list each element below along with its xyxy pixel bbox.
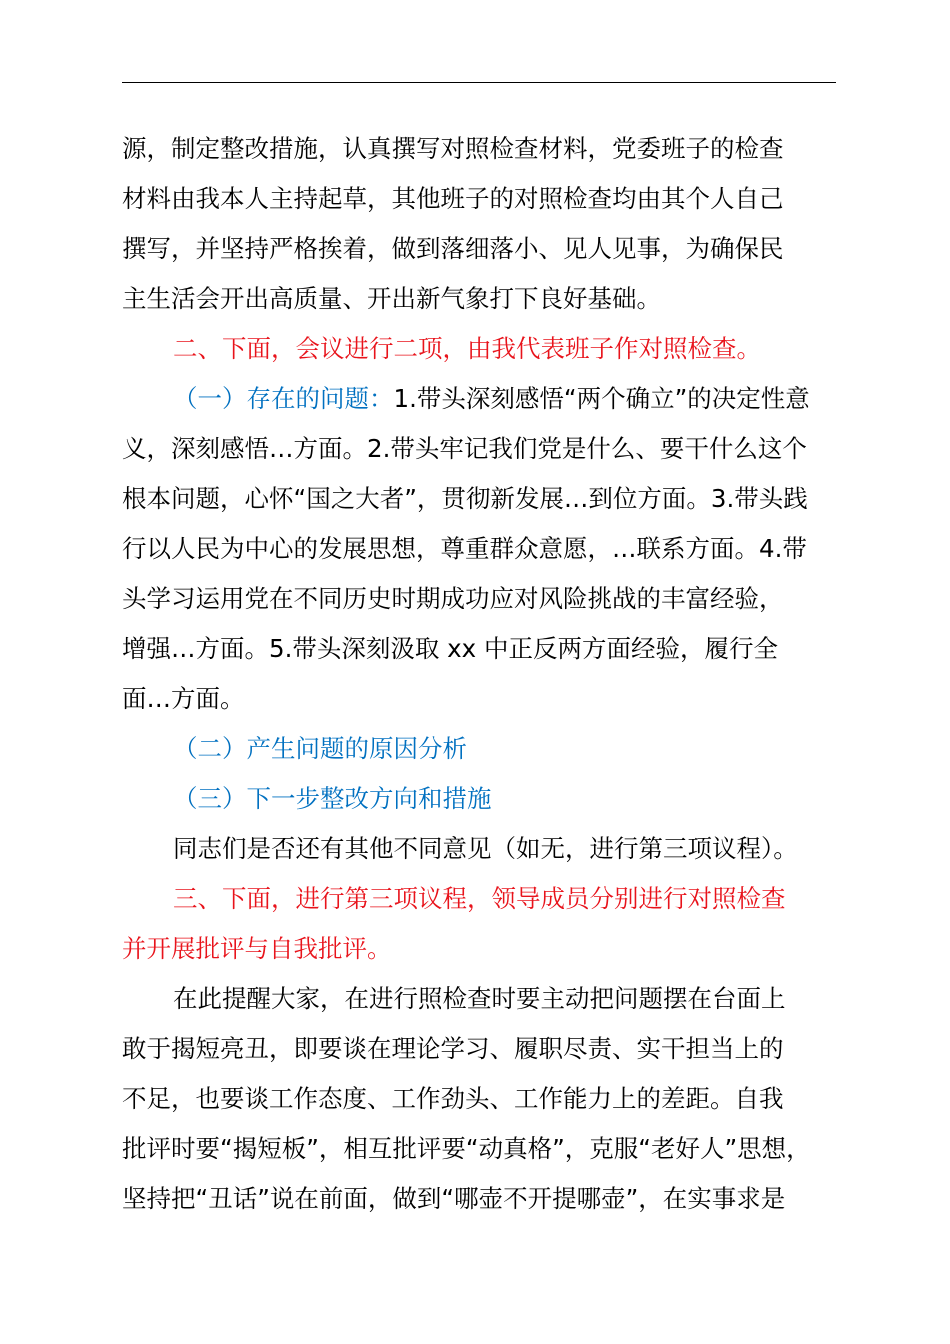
text-line: 主生活会开出高质量、开出新气象打下良好基础。	[122, 284, 661, 313]
text-line	[122, 374, 838, 424]
text-line: 头学习运用党在不同历史时期成功应对风险挑战的丰富经验，	[122, 584, 784, 613]
header-rule	[122, 82, 836, 83]
text-line: 行以人民为中心的发展思想，尊重群众意愿，…联系方面。4.带	[122, 534, 807, 563]
text-line: 坚持把“丑话”说在前面，做到“哪壶不开提哪壶”，在实事求是	[122, 1184, 786, 1213]
document-body	[122, 124, 838, 1224]
heading-item-three	[122, 874, 838, 974]
text-line: 不足，也要谈工作态度、工作劲头、工作能力上的差距。自我	[122, 1084, 784, 1113]
section-heading: 三、下面，进行第三项议程，领导成员分别进行对照检查	[173, 884, 786, 913]
text-line: 面…方面。	[122, 684, 245, 713]
text-line: 撰写，并坚持严格挨着，做到落细落小、见人见事，为确保民	[122, 234, 784, 263]
paragraph-preparation	[122, 124, 838, 324]
paragraph-reminder	[122, 974, 838, 1224]
subheading-existing-problems: （一）存在的问题：	[173, 384, 394, 413]
subheading-cause-analysis: （二）产生问题的原因分析	[173, 734, 467, 763]
text-line: 源，制定整改措施，认真撰写对照检查材料，党委班子的检查	[122, 134, 784, 163]
paragraph-other-opinions: 同志们是否还有其他不同意见（如无，进行第三项议程）。	[173, 834, 798, 863]
text-line: 材料由我本人主持起草，其他班子的对照检查均由其个人自己	[122, 184, 784, 213]
text-line: 义，深刻感悟…方面。2.带头牢记我们党是什么、要干什么这个	[122, 434, 807, 463]
heading-item-two	[122, 324, 838, 374]
text-line: 增强…方面。5.带头深刻汲取 xx 中正反两方面经验，履行全	[122, 634, 778, 663]
section-heading: 并开展批评与自我批评。	[122, 934, 392, 963]
text-run: 1.带头深刻感悟“两个确立”的决定性意	[393, 384, 810, 413]
text-line: 在此提醒大家，在进行照检查时要主动把问题摆在台面上	[173, 984, 786, 1013]
section-heading: 二、下面，会议进行二项，由我代表班子作对照检查。	[173, 334, 761, 363]
subheading-next-steps: （三）下一步整改方向和措施	[173, 784, 492, 813]
text-line: 根本问题，心怀“国之大者”，贯彻新发展…到位方面。3.带头践	[122, 484, 808, 513]
text-line: 敢于揭短亮丑，即要谈在理论学习、履职尽责、实干担当上的	[122, 1034, 784, 1063]
text-line: 批评时要“揭短板”，相互批评要“动真格”，克服“老好人”思想，	[122, 1134, 811, 1163]
paragraph-existing-problems	[122, 374, 838, 724]
